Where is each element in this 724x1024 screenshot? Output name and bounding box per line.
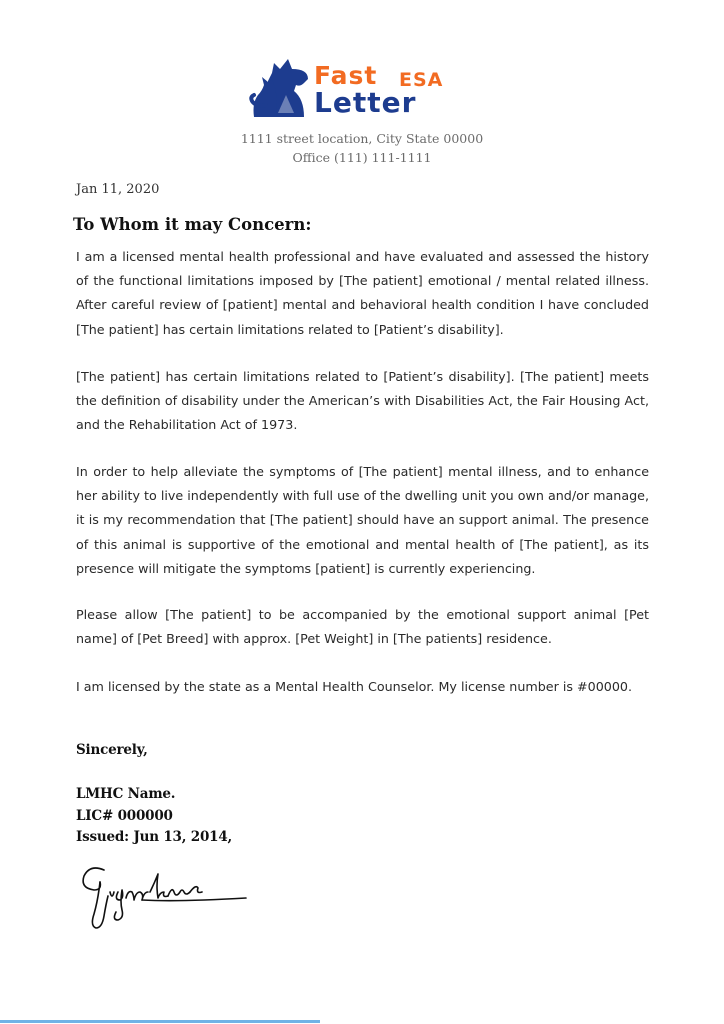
body-paragraph: I am licensed by the state as a Mental Health Counselor. My license number is #00000.	[76, 679, 633, 694]
letter-date: Jan 11, 2020	[76, 182, 160, 197]
body-paragraph: In order to help alleviate the symptoms of [The patient] mental illness, and to enhance her ability to live independently with full use of the dwelling unit you own and/or manage, it is my recommendation that [The patient] should have an support animal. The presence of this animal is supportive of the emotional and mental health of [The patient], as its presence will mitigate the symptoms [patient] is currently experiencing.	[76, 464, 649, 576]
closing: Sincerely,	[76, 742, 148, 758]
issued-date: Issued: Jun 13, 2014,	[76, 829, 233, 845]
dog-cat-icon	[248, 55, 318, 121]
logo-text-esa: ESA	[399, 69, 444, 91]
office-phone: Office (111) 111-1111	[292, 150, 432, 165]
license-number: LIC# 000000	[76, 808, 173, 824]
logo-text-letter: Letter	[314, 86, 417, 119]
signer-name: LMHC Name.	[76, 786, 176, 802]
footer-accent-bar	[0, 1020, 320, 1023]
address-line: 1111 street location, City State 00000	[240, 131, 484, 146]
body-paragraph: I am a licensed mental health professional and have evaluated and assessed the history of the functional limitations imposed by [The patient] emotional / mental related illness. After careful review of [patient] mental and behavioral health condition I have concluded [The patient] has certain limitations related to [Patient’s disability].	[76, 249, 649, 337]
body-paragraph: Please allow [The patient] to be accompanied by the emotional support animal [Pet name] of [Pet Breed] with approx. [Pet Weight] in [The patients] residence.	[76, 607, 649, 647]
handwritten-signature	[78, 862, 253, 934]
logo-text-fast: Fast	[314, 61, 378, 90]
salutation: To Whom it may Concern:	[73, 215, 312, 234]
company-logo	[248, 55, 458, 121]
body-paragraph: [The patient] has certain limitations related to [Patient’s disability]. [The patient] meets the definition of disability under the American’s with Disabilities Act, the Fair Housing Act, and the Rehabilitation Act of 1973.	[76, 369, 649, 433]
